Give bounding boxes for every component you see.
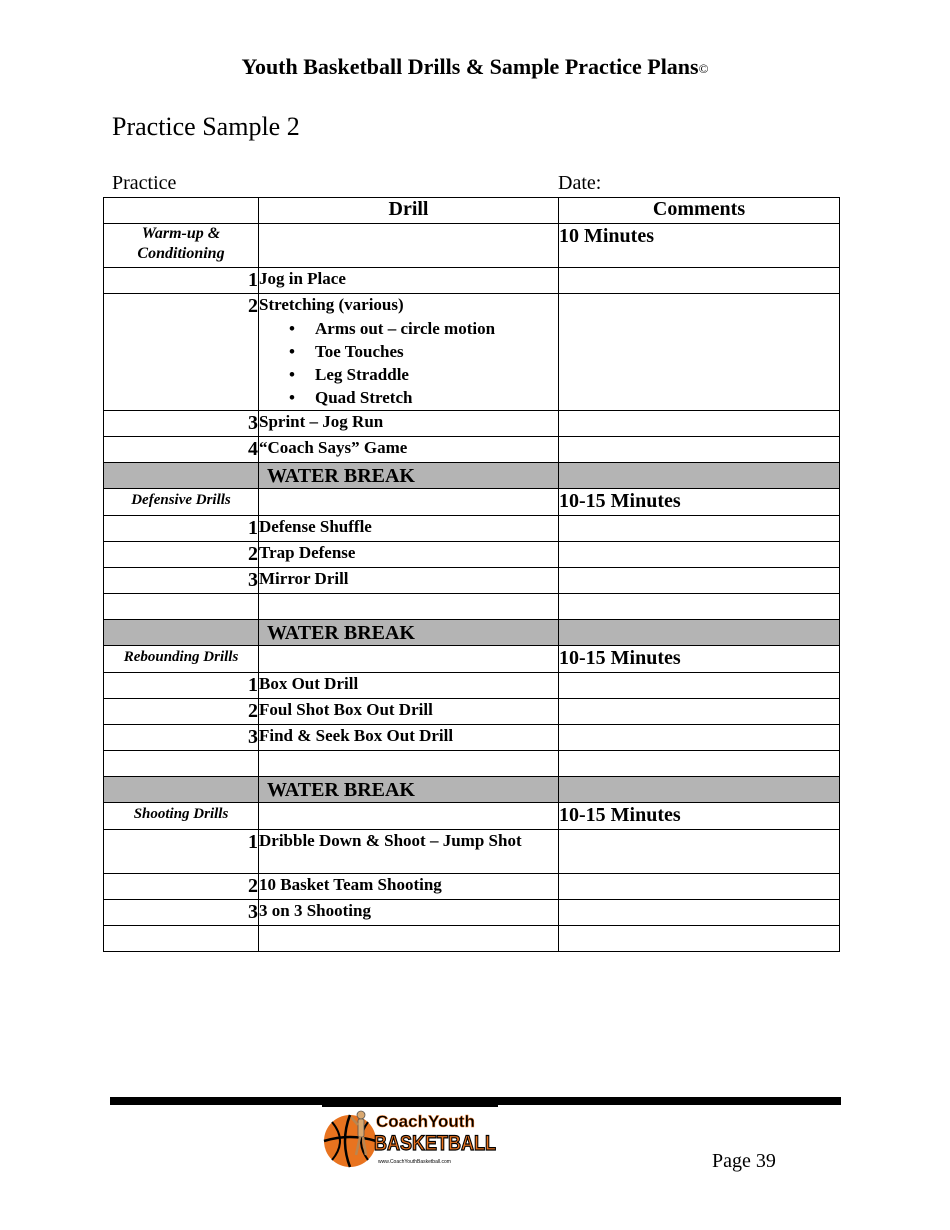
empty-cell xyxy=(259,926,559,952)
empty-cell xyxy=(559,751,840,777)
section-row-rebounding xyxy=(104,646,840,673)
section-minutes-warmup: 10 Minutes xyxy=(559,224,840,268)
break-blank-cell xyxy=(559,620,840,646)
comment-cell xyxy=(559,568,840,594)
comment-cell xyxy=(559,411,840,437)
list-item: • Quad Stretch xyxy=(315,386,558,409)
drill-name: “Coach Says” Game xyxy=(259,437,559,463)
drill-name: Mirror Drill xyxy=(259,568,559,594)
empty-cell xyxy=(259,489,559,516)
comment-cell xyxy=(559,294,840,411)
column-header-drill: Drill xyxy=(259,198,559,224)
drill-name: Sprint – Jog Run xyxy=(259,411,559,437)
comment-cell xyxy=(559,437,840,463)
header-blank-cell xyxy=(104,198,259,224)
table-row xyxy=(104,437,840,463)
drill-name: Find & Seek Box Out Drill xyxy=(259,725,559,751)
document-title xyxy=(0,54,950,80)
section-row-shooting xyxy=(104,803,840,830)
break-blank-cell xyxy=(559,463,840,489)
drill-number: 3 xyxy=(104,411,259,437)
empty-cell xyxy=(259,751,559,777)
footer-divider xyxy=(110,1097,841,1105)
drill-stretching-cell xyxy=(259,294,559,411)
empty-row xyxy=(104,751,840,777)
empty-cell xyxy=(259,594,559,620)
section-minutes-rebounding: 10-15 Minutes xyxy=(559,646,840,673)
logo-text-top: CoachYouth xyxy=(376,1112,475,1131)
water-break-label: WATER BREAK xyxy=(259,463,559,489)
section-label-rebounding: Rebounding Drills xyxy=(104,646,259,673)
empty-cell xyxy=(559,926,840,952)
table-row xyxy=(104,673,840,699)
break-blank-cell xyxy=(104,777,259,803)
drill-name: 3 on 3 Shooting xyxy=(259,900,559,926)
table-row xyxy=(104,411,840,437)
water-break-row xyxy=(104,777,840,803)
section-label-warmup: Warm-up & Conditioning xyxy=(104,224,259,268)
comment-cell xyxy=(559,516,840,542)
drill-number: 4 xyxy=(104,437,259,463)
list-item: • Arms out – circle motion xyxy=(315,317,558,340)
section-minutes-defensive: 10-15 Minutes xyxy=(559,489,840,516)
logo-url: www.CoachYouthBasketball.com xyxy=(378,1159,451,1165)
drill-name: Trap Defense xyxy=(259,542,559,568)
drill-number: 2 xyxy=(104,294,259,411)
comment-cell xyxy=(559,900,840,926)
table-row xyxy=(104,725,840,751)
page-title: Practice Sample 2 xyxy=(112,112,300,141)
drill-number: 2 xyxy=(104,699,259,725)
empty-row xyxy=(104,926,840,952)
coach-youth-basketball-logo xyxy=(318,1105,500,1169)
section-row-warmup xyxy=(104,224,840,268)
comment-cell xyxy=(559,874,840,900)
document-title-text: Youth Basketball Drills & Sample Practice Plans xyxy=(241,54,699,79)
drill-number: 1 xyxy=(104,673,259,699)
comment-cell xyxy=(559,673,840,699)
drill-number: 1 xyxy=(104,830,259,874)
empty-cell xyxy=(104,751,259,777)
empty-row xyxy=(104,594,840,620)
table-row xyxy=(104,542,840,568)
date-label: Date: xyxy=(558,172,602,194)
water-break-row xyxy=(104,620,840,646)
table-row xyxy=(104,900,840,926)
empty-cell xyxy=(259,224,559,268)
list-item: • Toe Touches xyxy=(315,340,558,363)
drill-name: Box Out Drill xyxy=(259,673,559,699)
break-blank-cell xyxy=(104,620,259,646)
section-row-defensive xyxy=(104,489,840,516)
drill-name: Dribble Down & Shoot – Jump Shot xyxy=(259,830,559,874)
list-item: • Leg Straddle xyxy=(315,363,558,386)
empty-cell xyxy=(259,646,559,673)
empty-cell xyxy=(259,803,559,830)
table-row xyxy=(104,830,840,874)
table-row xyxy=(104,699,840,725)
empty-cell xyxy=(104,926,259,952)
column-header-comments: Comments xyxy=(559,198,840,224)
drill-number: 3 xyxy=(104,568,259,594)
drill-number: 2 xyxy=(104,542,259,568)
water-break-label: WATER BREAK xyxy=(259,777,559,803)
logo-text-bottom: BASKETBALL xyxy=(374,1132,497,1155)
drill-name: Stretching (various) xyxy=(259,295,404,314)
break-blank-cell xyxy=(559,777,840,803)
drill-number: 3 xyxy=(104,725,259,751)
break-blank-cell xyxy=(104,463,259,489)
comment-cell xyxy=(559,830,840,874)
drill-number: 1 xyxy=(104,516,259,542)
comment-cell xyxy=(559,725,840,751)
comment-cell xyxy=(559,268,840,294)
drill-name: Jog in Place xyxy=(259,268,559,294)
table-row xyxy=(104,568,840,594)
drill-number: 3 xyxy=(104,900,259,926)
page-number: Page 39 xyxy=(712,1150,776,1172)
drill-name: 10 Basket Team Shooting xyxy=(259,874,559,900)
practice-label: Practice xyxy=(112,172,177,194)
stretch-list xyxy=(259,317,558,409)
drill-name: Foul Shot Box Out Drill xyxy=(259,699,559,725)
empty-cell xyxy=(559,594,840,620)
comment-cell xyxy=(559,699,840,725)
section-minutes-shooting: 10-15 Minutes xyxy=(559,803,840,830)
table-row xyxy=(104,268,840,294)
drill-number: 2 xyxy=(104,874,259,900)
empty-cell xyxy=(104,594,259,620)
water-break-label: WATER BREAK xyxy=(259,620,559,646)
table-header-row xyxy=(104,198,840,224)
practice-plan-table xyxy=(103,197,840,952)
comment-cell xyxy=(559,542,840,568)
water-break-row xyxy=(104,463,840,489)
section-label-defensive: Defensive Drills xyxy=(104,489,259,516)
copyright-symbol: © xyxy=(698,61,709,76)
table-row xyxy=(104,516,840,542)
table-row xyxy=(104,874,840,900)
section-label-shooting: Shooting Drills xyxy=(104,803,259,830)
table-row xyxy=(104,294,840,411)
drill-name: Defense Shuffle xyxy=(259,516,559,542)
drill-number: 1 xyxy=(104,268,259,294)
